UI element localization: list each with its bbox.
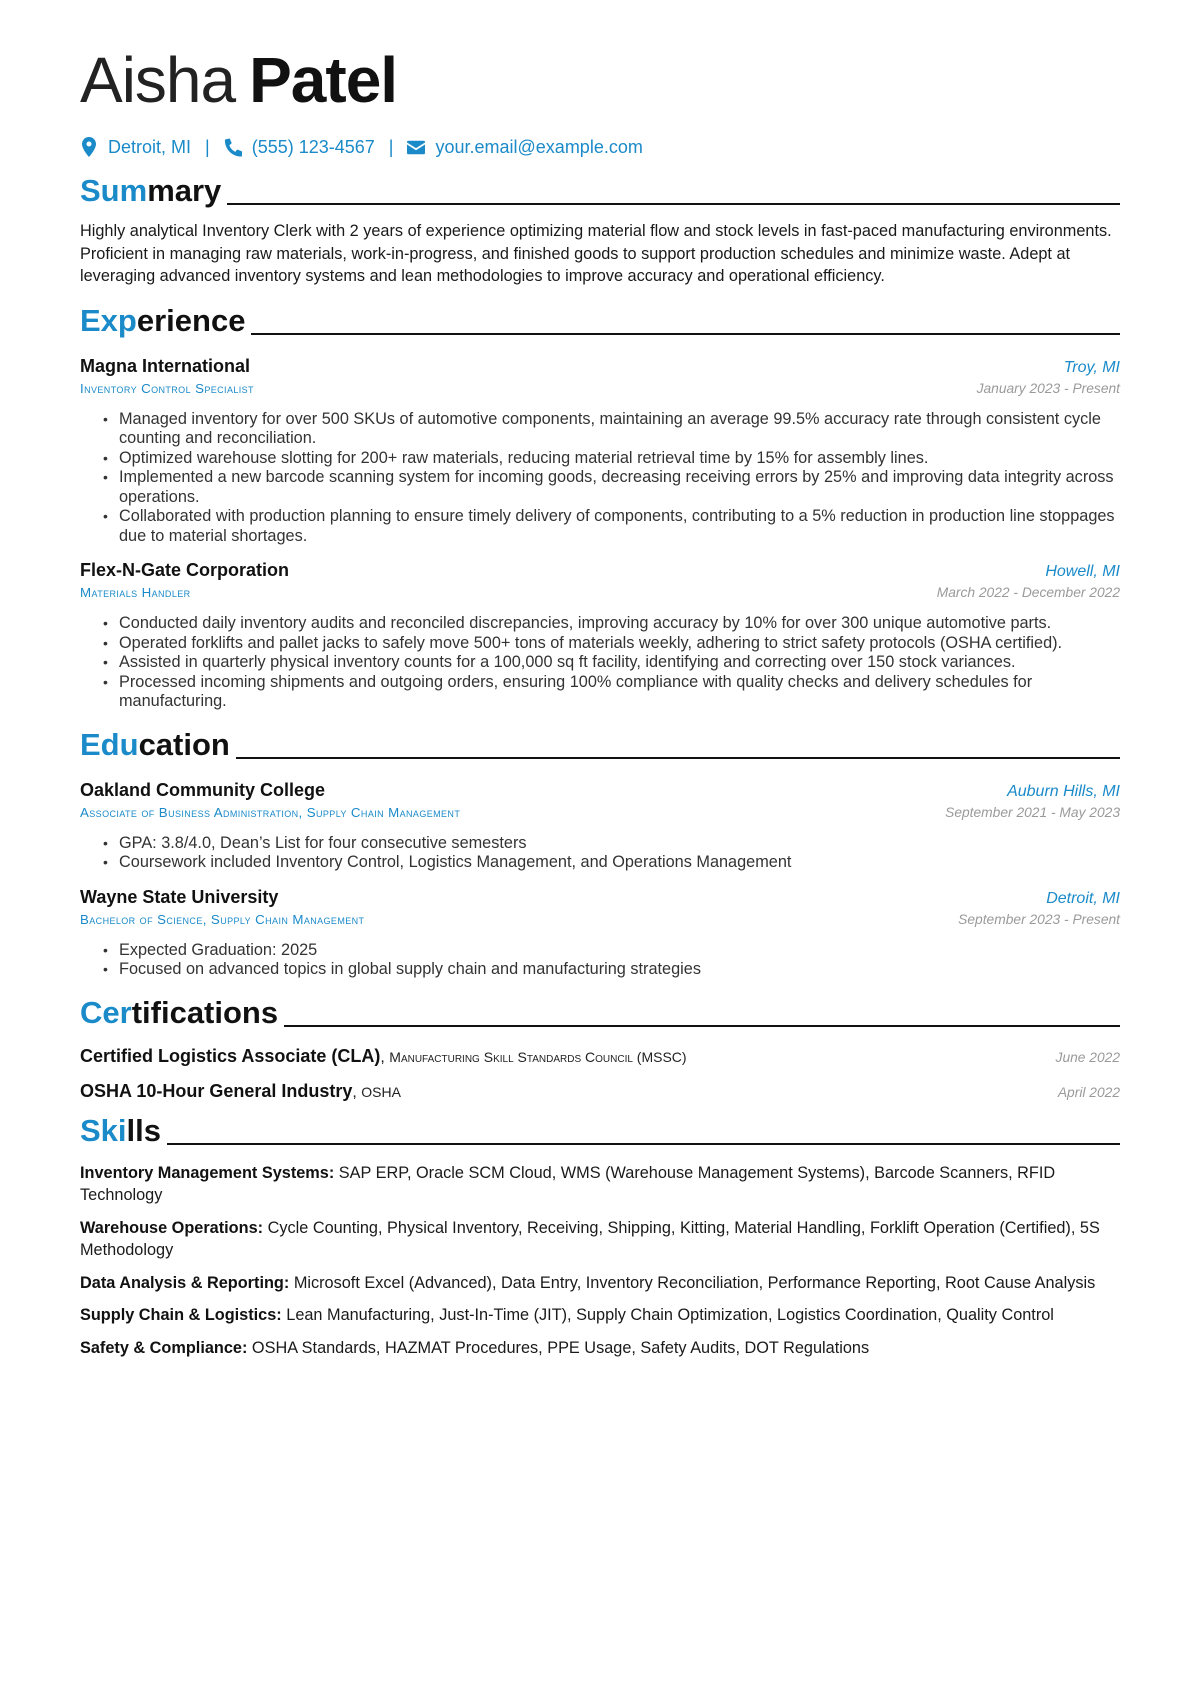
bullet-item: • Focused on advanced topics in global supply chain and manufacturing strategies (119, 960, 1120, 980)
section-title-rest: lls (126, 1112, 161, 1148)
certification-issuer: OSHA (361, 1083, 401, 1100)
section-rule (284, 1025, 1120, 1027)
skill-category: Supply Chain & Logistics: (80, 1306, 282, 1324)
entry-header (80, 887, 1120, 908)
job-title: Materials Handler (80, 585, 191, 600)
section-rule (227, 203, 1120, 205)
certification-text: OSHA 10-Hour General Industry, OSHA (80, 1080, 401, 1101)
entry-dates: September 2021 - May 2023 (945, 804, 1120, 820)
email-link[interactable]: your.email@example.com (435, 136, 643, 157)
experience-entry (80, 356, 1120, 547)
bullet-list (80, 941, 1120, 980)
section-title-accent: Sum (80, 173, 148, 208)
bullet-item: • Coursework included Inventory Control, Logistics Management, and Operations Management (119, 853, 1120, 873)
job-title: Inventory Control Specialist (80, 380, 254, 396)
location-text: Detroit, MI (108, 136, 192, 157)
skill-row (80, 1217, 1120, 1262)
bullet-item: • Managed inventory for over 500 SKUs of automotive components, maintaining an average 99.5% accuracy rate through consistent cycle counting and reconciliation. (119, 410, 1120, 449)
section-title (80, 726, 230, 764)
entry-dates: January 2023 - Present (976, 380, 1120, 396)
entry-subheader (80, 381, 1120, 396)
section-title (80, 172, 221, 210)
skill-values: SAP ERP, Oracle SCM Cloud, WMS (Warehouse Management Systems), Barcode Scanners, RFID Technology (80, 1163, 1056, 1204)
skill-values: Cycle Counting, Physical Inventory, Receiving, Shipping, Kitting, Material Handling, Forklift Operation (Certified), 5S Methodology (80, 1218, 1100, 1259)
section-title-accent: Exp (80, 302, 137, 338)
entry-subheader (80, 912, 1120, 927)
skill-category: Safety & Compliance: (80, 1338, 248, 1357)
phone-icon (224, 137, 242, 157)
employer-name: Flex-N-Gate Corporation (80, 560, 290, 580)
section-title-accent: Ski (80, 1112, 127, 1148)
section-title-accent: Cer (80, 994, 132, 1030)
skill-values: OSHA Standards, HAZMAT Procedures, PPE Usage, Safety Audits, DOT Regulations (251, 1338, 870, 1357)
certification-name: Certified Logistics Associate (CLA) (80, 1045, 381, 1066)
phone-text: (555) 123-4567 (251, 136, 375, 157)
bullet-item: • Conducted daily inventory audits and reconciled discrepancies, improving accuracy by 10% for over 300 unique automotive parts. (119, 614, 1120, 634)
last-name: Patel (249, 44, 398, 116)
bullet-item: • Operated forklifts and pallet jacks to safely move 500+ tons of materials weekly, adhering to strict safety protocols (OSHA certified). (119, 634, 1120, 654)
section-rule (236, 757, 1120, 759)
skill-row (80, 1162, 1120, 1207)
entry-header (80, 780, 1120, 801)
entry-location: Auburn Hills, MI (1007, 782, 1120, 800)
skill-category: Warehouse Operations: (80, 1218, 264, 1237)
section-title (80, 1112, 161, 1150)
entry-dates: September 2023 - Present (958, 911, 1120, 927)
degree-title: Bachelor of Science, Supply Chain Management (80, 911, 365, 927)
contact-separator: | (388, 136, 394, 157)
section-title-rest: cation (138, 726, 230, 762)
section-rule (251, 333, 1120, 335)
certification-item (80, 1081, 1120, 1102)
bullet-list (80, 614, 1120, 712)
map-pin-icon (80, 137, 98, 157)
section-rule (167, 1143, 1120, 1145)
section-title-rest: mary (147, 173, 222, 208)
school-name: Wayne State University (80, 886, 279, 907)
entry-location: Troy, MI (1063, 358, 1120, 376)
education-entry (80, 887, 1120, 980)
contact-location (80, 137, 191, 158)
bullet-list (80, 834, 1120, 873)
entry-header (80, 356, 1120, 377)
bullet-item: • GPA: 3.8/4.0, Dean’s List for four consecutive semesters (119, 834, 1120, 854)
certification-date: June 2022 (1055, 1049, 1120, 1065)
bullet-list (80, 410, 1120, 547)
education-entry (80, 780, 1120, 873)
school-name: Oakland Community College (80, 779, 326, 800)
entry-subheader (80, 585, 1120, 600)
certifications-heading (80, 994, 1120, 1032)
certification-issuer: Manufacturing Skill Standards Council (MSSC) (389, 1048, 687, 1065)
employer-name: Magna International (80, 355, 251, 376)
section-title-rest: erience (136, 302, 246, 338)
certification-date: April 2022 (1057, 1084, 1120, 1100)
first-name: Aisha (80, 44, 236, 116)
envelope-icon (407, 137, 425, 157)
resume-content (80, 40, 1120, 1359)
section-title (80, 994, 278, 1032)
contact-separator: | (205, 136, 210, 157)
certification-name: OSHA 10-Hour General Industry (80, 1080, 353, 1101)
section-title-accent: Edu (80, 726, 139, 762)
contact-phone[interactable] (224, 137, 375, 158)
experience-entry (80, 560, 1120, 712)
section-title-rest: tifications (131, 994, 279, 1030)
certification-item (80, 1046, 1120, 1067)
skill-category: Inventory Management Systems: (80, 1163, 335, 1182)
bullet-item: • Optimized warehouse slotting for 200+ raw materials, reducing material retrieval time by 15% for assembly lines. (119, 449, 1120, 469)
skill-category: Data Analysis & Reporting: (80, 1273, 290, 1292)
certification-text: Certified Logistics Associate (CLA), Manufacturing Skill Standards Council (MSSC) (80, 1045, 687, 1066)
bullet-item: • Processed incoming shipments and outgoing orders, ensuring 100% compliance with quality checks and delivery schedules for manufacturing. (119, 673, 1120, 712)
skills-heading (80, 1112, 1120, 1150)
candidate-name (80, 40, 1120, 120)
skill-values: Lean Manufacturing, Just-In-Time (JIT), Supply Chain Optimization, Logistics Coordination, Quality Control (286, 1306, 1054, 1324)
summary-text: Highly analytical Inventory Clerk with 2 years of experience optimizing material flow and stock levels in fast-paced manufacturing environments. Proficient in managing raw materials, work-in-progress, and finished goods to support production schedules and minimize waste. Adept at leveraging advanced inventory systems and lean methodologies to improve accuracy and operational efficiency. (80, 222, 1112, 285)
skill-row (80, 1272, 1120, 1295)
bullet-item: • Collaborated with production planning to ensure timely delivery of components, contributing to a 5% reduction in production line stoppages due to material shortages. (119, 507, 1120, 546)
entry-dates: March 2022 - December 2022 (936, 585, 1120, 600)
entry-location: Howell, MI (1045, 563, 1120, 580)
skill-values: Microsoft Excel (Advanced), Data Entry, Inventory Reconciliation, Performance Reporting, Root Cause Analysis (293, 1273, 1096, 1292)
summary-heading (80, 172, 1120, 210)
entry-header (80, 560, 1120, 581)
entry-location: Detroit, MI (1046, 889, 1120, 907)
skill-row (80, 1304, 1120, 1327)
bullet-item: • Expected Graduation: 2025 (119, 941, 1120, 961)
experience-heading (80, 302, 1120, 340)
contact-bar (80, 134, 1120, 160)
section-title (80, 302, 245, 340)
education-heading (80, 726, 1120, 764)
bullet-item: • Assisted in quarterly physical inventory counts for a 100,000 sq ft facility, identifying and correcting over 150 stock variances. (119, 653, 1120, 673)
degree-title: Associate of Business Administration, Supply Chain Management (80, 804, 461, 820)
entry-subheader (80, 805, 1120, 820)
skill-row (80, 1337, 1120, 1360)
bullet-item: • Implemented a new barcode scanning system for incoming goods, decreasing receiving errors by 25% and improving data integrity across operations. (119, 468, 1120, 507)
contact-email[interactable] (407, 137, 642, 158)
